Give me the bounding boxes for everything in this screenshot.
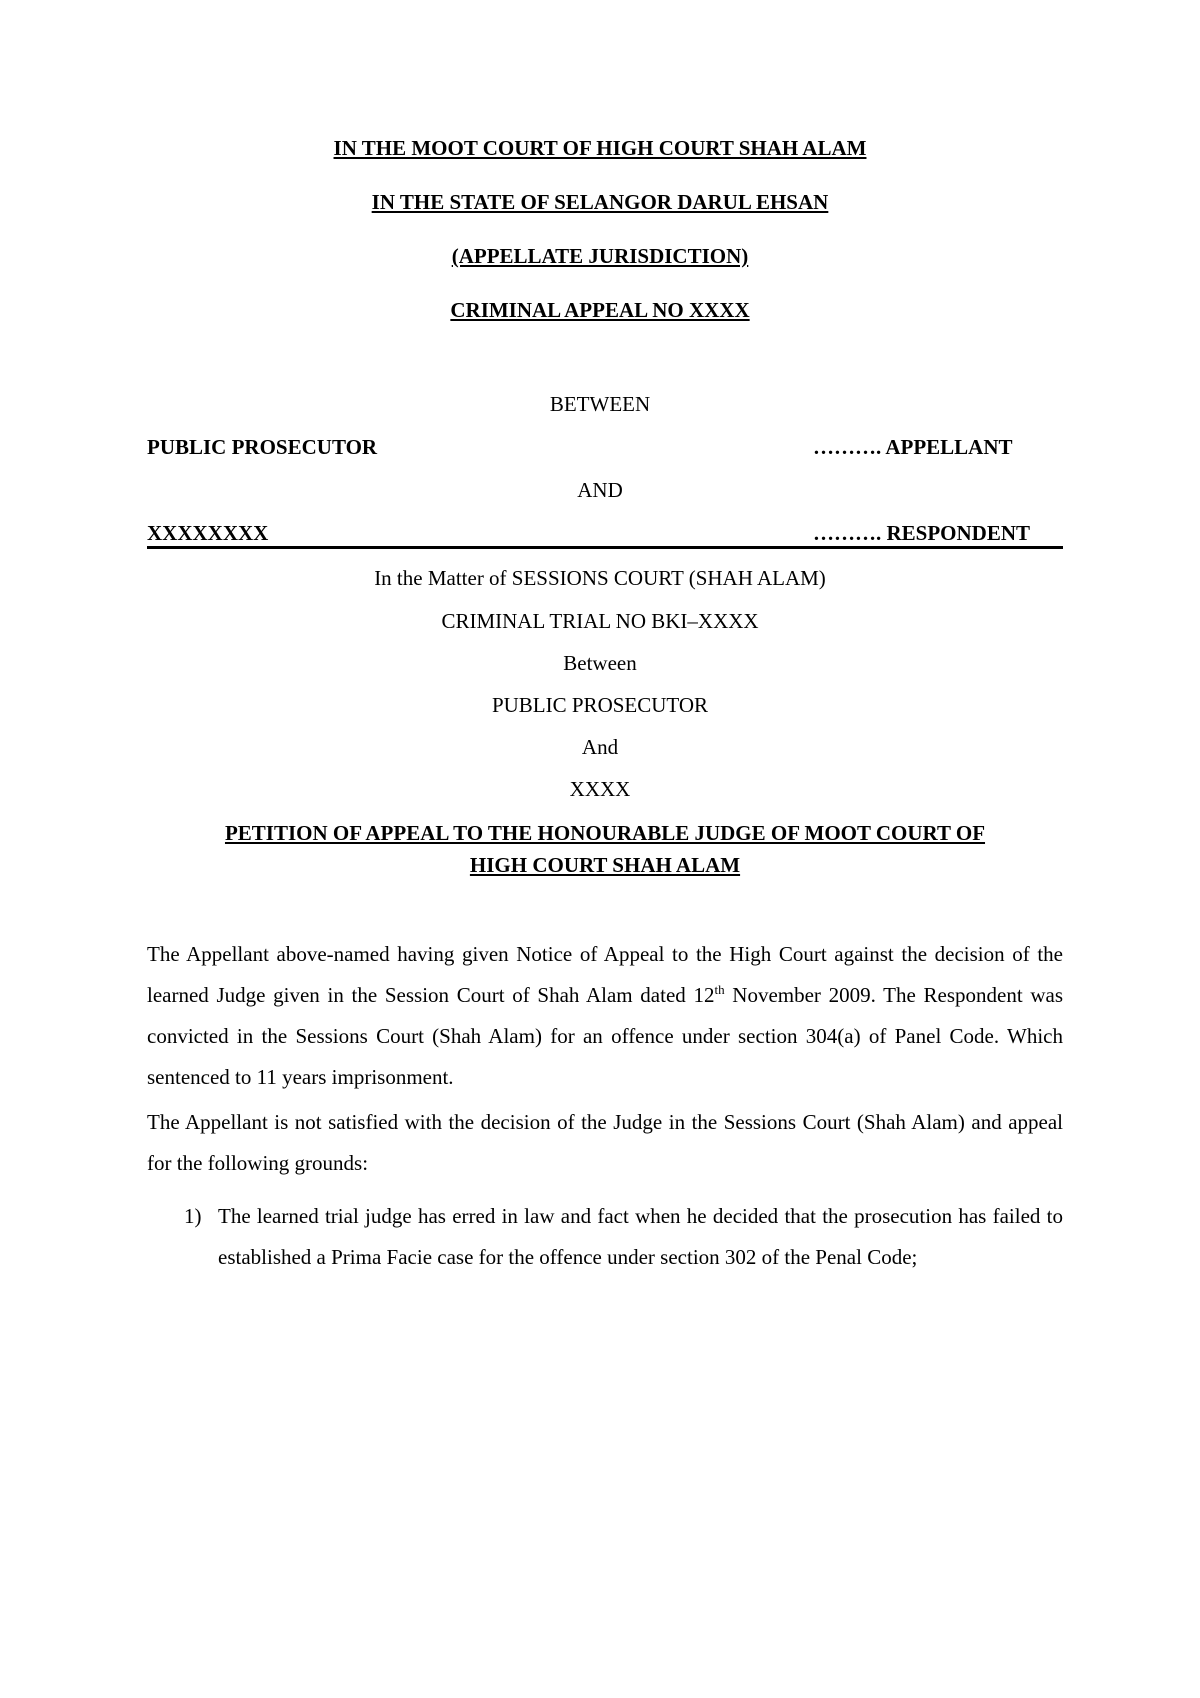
petition-title-line-1: PETITION OF APPEAL TO THE HONOURABLE JUDGE OF MOOT COURT OF	[224, 821, 986, 845]
paragraph-1-part-2: November 2009. The Respondent was convicted in the Sessions Court (Shah Alam) for an offence under section 304(a) of Panel Code. Which sentenced to 11 years imprisonment.	[147, 983, 1063, 1089]
and-label: AND	[577, 478, 623, 502]
matter-between-label: Between	[563, 651, 637, 675]
matter-line: In the Matter of SESSIONS COURT (SHAH ALAM)	[374, 566, 826, 590]
paragraph-1	[147, 934, 1063, 1098]
ground-text: The learned trial judge has erred in law and fact when he decided that the prosecution has failed to established a Prima Facie case for the offence under section 302 of the Penal Code;	[218, 1204, 1063, 1269]
respondent-name: XXXXXXXX	[147, 521, 269, 545]
appellant-role: ………. APPELLANT	[813, 435, 1013, 459]
between-label: BETWEEN	[549, 392, 651, 416]
paragraph-1-part-1: The Appellant above-named having given Notice of Appeal to the High Court against the decision of the learned Judge given in the Session Court of Shah Alam dated 12	[147, 942, 1063, 1007]
appeal-number-title: CRIMINAL APPEAL NO XXXX	[450, 298, 750, 322]
jurisdiction-title: (APPELLATE JURISDICTION)	[451, 244, 749, 268]
ground-number: 1)	[184, 1204, 202, 1228]
trial-number-line: CRIMINAL TRIAL NO BKI–XXXX	[441, 609, 759, 633]
paragraph-1-superscript: th	[714, 982, 725, 997]
paragraph-2: The Appellant is not satisfied with the decision of the Judge in the Sessions Court (Shah Alam) and appeal for the following grounds:	[147, 1110, 1063, 1175]
respondent-role: ………. RESPONDENT	[813, 521, 1031, 545]
petition-title-line-2: HIGH COURT SHAH ALAM	[469, 853, 741, 877]
separator-rule	[147, 546, 1063, 549]
matter-prosecutor-line: PUBLIC PROSECUTOR	[491, 693, 709, 717]
matter-accused-line: XXXX	[569, 777, 631, 801]
matter-and-label: And	[581, 735, 619, 759]
state-title: IN THE STATE OF SELANGOR DARUL EHSAN	[371, 190, 829, 214]
court-title: IN THE MOOT COURT OF HIGH COURT SHAH ALAM	[333, 136, 867, 160]
ground-item-1	[184, 1196, 1063, 1278]
petition-title	[147, 817, 1063, 881]
appellant-name: PUBLIC PROSECUTOR	[147, 435, 378, 459]
